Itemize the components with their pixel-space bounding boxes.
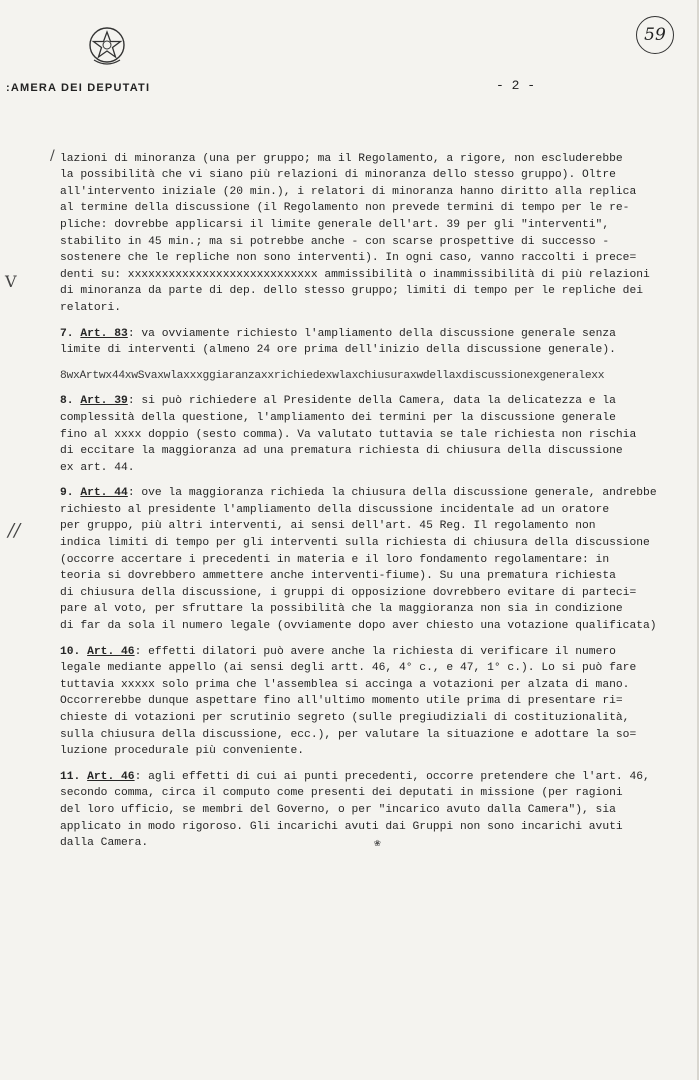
institution-name: :AMERA DEI DEPUTATI <box>6 82 151 94</box>
article-reference: Art. 44 <box>80 487 128 500</box>
paragraph-text: : si può richiedere al Presidente della Camera, data la delicatezza e la complessità della questione, l'ampliamento dei termini per la discussione generale fino al xxxx doppio (sesto comma). Va valutato tuttavia se tale richiesta non rischia di eccitare la maggioranza ad una prematura richiesta di chiusura della discussione ex art. 44. <box>60 395 637 474</box>
paragraph-text: : ove la maggioranza richieda la chiusura della discussione generale, andrebbe richiesto al presidente l'ampliamento della discussione incidentale ad un oratore per gruppo, più altri interventi, ai sensi dell'art. 45 Reg. Il regolamento non indica limiti di tempo per gli interventi sulla richiesta di chiusura della discussione (occorre accertare i precedenti in materia e il loro fondamento regolamentare: in teoria si dovrebbero ammettere anche interventi-fiume). Su una prematura richiesta di chiusura della discussione, i gruppi di opposizione dovrebbero evitare di parteci= pare al voto, per sfruttare la possibilità che la maggioranza non sia in condizione di far da sola il numero legale (ovviamente dopo aver chiesto una votazione qualificata) <box>60 487 657 633</box>
article-reference: Art. 46 <box>87 770 135 783</box>
paragraph-text: : va ovviamente richiesto l'ampliamento della discussione generale senza limite di interventi (almeno 24 ore prima dell'inizio della discussione generale). <box>60 327 616 357</box>
paragraph-number: 7. <box>60 327 74 340</box>
article-reference: Art. 39 <box>80 395 128 408</box>
page-number: - 2 - <box>496 78 536 93</box>
italian-republic-emblem-icon <box>86 24 128 68</box>
letter-body <box>60 134 660 861</box>
paragraph-number: 11. <box>60 770 81 783</box>
struck-out-line: 8wxArtwx44xwSvaxwlaxxxggiaranzaxxrichiedexwlaxchiusuraxwdellaxdiscussionexgeneralexx <box>60 369 605 382</box>
margin-check-mark: V <box>5 272 17 291</box>
paragraph-text: : effetti dilatori può avere anche la richiesta di verificare il numero legale mediante appello (ai sensi degli artt. 46, 4° c., e 47, 1° c.). Lo si può fare tuttavia xxxxx solo prima che l'assemblea si accinga a votazioni per alzata di mano. Occorrerebbe dunque aspettare fino all'ultimo momento utile prima di presentare ri= chieste di votazioni per scrutinio segreto (sulle pregiudiziali di costituzionalità, sulla chiusura della discussione, ecc.), per valutare la situazione e adottare la so= luzione procedurale più conveniente. <box>60 645 637 758</box>
ink-blot-icon: ❀ <box>374 838 381 850</box>
paragraph-text: lazioni di minoranza (una per gruppo; ma il Regolamento, a rigore, non escluderebbe la possibilità che vi siano più relazioni di minoranza dello stesso gruppo). Oltre all'intervento iniziale (20 min.), i relatori di minoranza hanno diritto alla replica al termine della discussione (il Regolamento non prevede termini di tempo per le re- pliche: dovrebbe applicarsi il limite generale dell'art. 39 per gli "interventi", stabilito in 45 min.; ma si potrebbe anche - con scarse prospettive di successo - sostenere che le repliche non sono interventi). In ogni caso, vanno raccolti i prece= denti su: xxxxxxxxxxxxxxxxxxxxxxxxxxxx ammissibilità o inammissibilità di più relazioni di minoranza da parte di dep. dello stesso gruppo; limiti di tempo per le repliche dei relatori. <box>60 152 650 314</box>
paragraph-8 <box>60 393 660 476</box>
page-stamp: 59 <box>636 16 674 54</box>
paragraph-11 <box>60 769 660 852</box>
paragraph-9 <box>60 485 660 634</box>
paragraph-number: 10. <box>60 645 81 658</box>
paragraph-number: 9. <box>60 487 74 500</box>
paragraph-text: : agli effetti di cui ai punti precedenti, occorre pretendere che l'art. 46, secondo comma, circa il computo come presenti dei deputati in missione (per ragioni del loro ufficio, se membri del Governo, o per "incarico avuto dalla Camera"), sia applicato in modo rigoroso. Gli incarichi avuti dai Gruppi non sono incarichi avuti dalla Camera. <box>60 770 650 850</box>
margin-bracket-mark: / <box>50 148 55 164</box>
paragraph-7 <box>60 326 660 359</box>
paragraph-number: 8. <box>60 395 74 408</box>
paragraph-intro <box>60 134 660 317</box>
article-reference: Art. 83 <box>80 327 128 340</box>
article-reference: Art. 46 <box>87 645 135 658</box>
paragraph-10 <box>60 644 660 760</box>
margin-double-slash-mark: // <box>8 520 21 541</box>
